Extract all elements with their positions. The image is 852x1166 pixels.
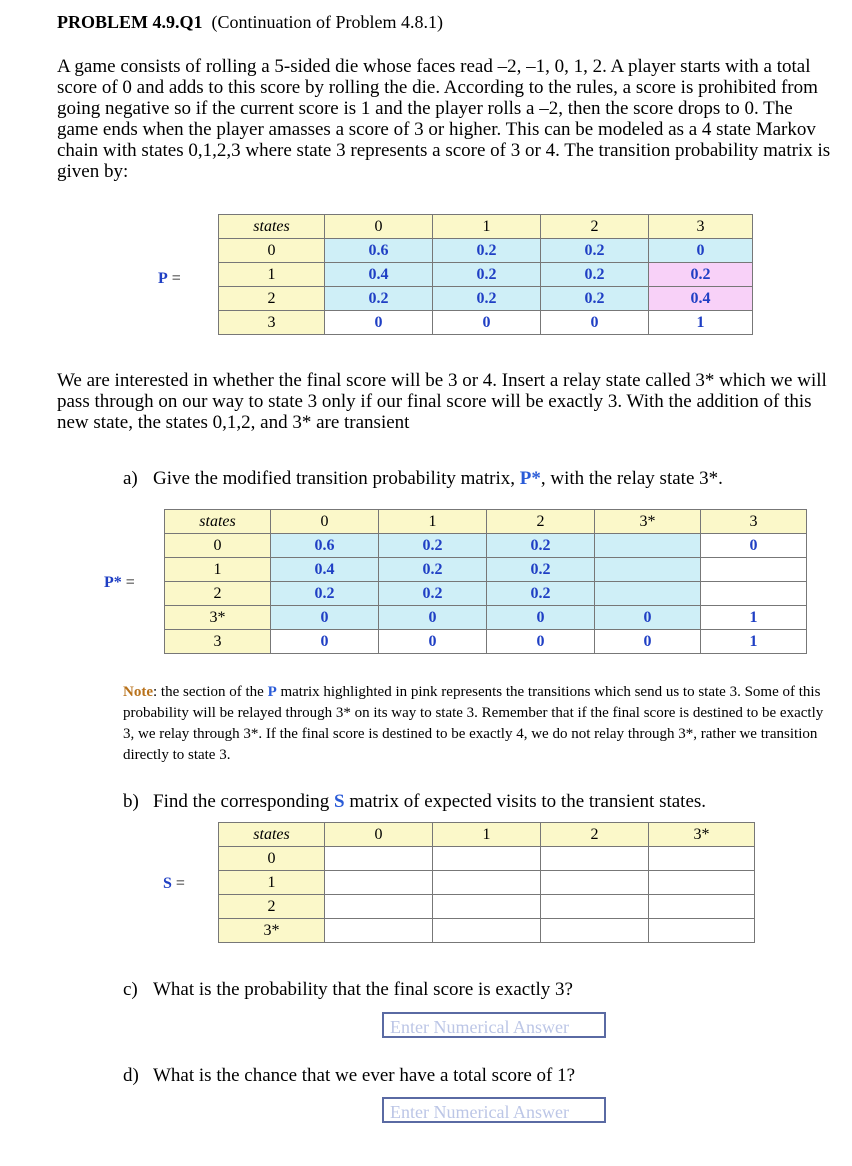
matrix-cell: 0.2 bbox=[487, 534, 595, 558]
matrix-cell-input[interactable] bbox=[649, 919, 755, 943]
header-cell: 3 bbox=[701, 510, 807, 534]
answer-d-input[interactable]: Enter Numerical Answer bbox=[382, 1097, 606, 1123]
matrix-cell: 0.2 bbox=[541, 239, 649, 263]
matrix-cell-input[interactable] bbox=[649, 847, 755, 871]
header-cell: 1 bbox=[433, 823, 541, 847]
header-cell: 1 bbox=[433, 215, 541, 239]
header-cell: 0 bbox=[325, 215, 433, 239]
row-state-cell: 2 bbox=[165, 582, 271, 606]
matrix-cell: 1 bbox=[701, 630, 807, 654]
row-state-cell: 0 bbox=[219, 847, 325, 871]
row-state-cell: 1 bbox=[165, 558, 271, 582]
matrix-cell: 0 bbox=[271, 606, 379, 630]
matrix-cell-input[interactable] bbox=[433, 895, 541, 919]
matrix-pstar-label: P* = bbox=[104, 574, 135, 591]
matrix-cell: 0 bbox=[595, 630, 701, 654]
matrix-pstar-table bbox=[164, 509, 807, 654]
header-cell: states bbox=[219, 823, 325, 847]
matrix-cell: 0.2 bbox=[487, 558, 595, 582]
matrix-cell: 0.6 bbox=[325, 239, 433, 263]
matrix-cell: 0 bbox=[487, 606, 595, 630]
matrix-cell-input[interactable] bbox=[541, 919, 649, 943]
matrix-cell: 0.2 bbox=[379, 558, 487, 582]
header-cell: states bbox=[219, 215, 325, 239]
matrix-cell: 0.2 bbox=[271, 582, 379, 606]
relay-paragraph: We are interested in whether the final score will be 3 or 4. Insert a relay state called 3* which we will pass through on our way to state 3 only if our final score will be exactly 3. With the addition of this new state, the states 0,1,2, and 3* are transient bbox=[57, 370, 827, 433]
row-state-cell: 0 bbox=[219, 239, 325, 263]
matrix-s-label: S = bbox=[163, 875, 185, 892]
matrix-cell: 0 bbox=[325, 311, 433, 335]
row-state-cell: 1 bbox=[219, 263, 325, 287]
matrix-cell: 0 bbox=[595, 606, 701, 630]
matrix-cell-input[interactable] bbox=[595, 582, 701, 606]
header-cell: 1 bbox=[379, 510, 487, 534]
matrix-cell-input[interactable] bbox=[595, 558, 701, 582]
answer-c-input[interactable]: Enter Numerical Answer bbox=[382, 1012, 606, 1038]
matrix-cell-input[interactable] bbox=[433, 919, 541, 943]
row-state-cell: 2 bbox=[219, 895, 325, 919]
matrix-cell: 0.2 bbox=[433, 239, 541, 263]
matrix-cell: 0.2 bbox=[541, 287, 649, 311]
matrix-cell: 0.4 bbox=[271, 558, 379, 582]
matrix-cell: 0.2 bbox=[379, 582, 487, 606]
matrix-cell-input[interactable] bbox=[433, 847, 541, 871]
matrix-s-table bbox=[218, 822, 755, 943]
matrix-cell-input[interactable] bbox=[541, 895, 649, 919]
row-state-cell: 3* bbox=[165, 606, 271, 630]
matrix-cell: 0 bbox=[379, 630, 487, 654]
matrix-cell-highlighted: 0.2 bbox=[649, 263, 753, 287]
matrix-p-table bbox=[218, 214, 753, 335]
question-b: b) Find the corresponding S matrix of expected visits to the transient states. bbox=[123, 791, 707, 812]
question-a: a) Give the modified transition probability matrix, P*, with the relay state 3*. bbox=[123, 468, 723, 489]
matrix-cell-input[interactable] bbox=[541, 847, 649, 871]
header-cell: 0 bbox=[325, 823, 433, 847]
matrix-cell-input[interactable] bbox=[325, 895, 433, 919]
matrix-cell-input[interactable] bbox=[325, 919, 433, 943]
question-d: d) What is the chance that we ever have a total score of 1? bbox=[123, 1065, 576, 1086]
header-cell: 2 bbox=[487, 510, 595, 534]
note-paragraph: Note: the section of the P matrix highlighted in pink represents the transitions which send us to state 3. Some of this probability will be relayed through 3* on its way to state 3. Remember that if the final score is destined to be exactly 3, we relay through 3*. If the final score is destined to be exactly 4, we do not relay through 3*, rather we transition directly to state 3. bbox=[123, 684, 824, 763]
matrix-cell: 0 bbox=[379, 606, 487, 630]
matrix-cell-highlighted: 0.4 bbox=[649, 287, 753, 311]
matrix-cell: 0.2 bbox=[379, 534, 487, 558]
header-cell: 3* bbox=[595, 510, 701, 534]
row-state-cell: 1 bbox=[219, 871, 325, 895]
matrix-cell: 0 bbox=[433, 311, 541, 335]
matrix-cell-input[interactable] bbox=[595, 534, 701, 558]
matrix-cell: 0.4 bbox=[325, 263, 433, 287]
page-title bbox=[57, 12, 443, 33]
matrix-cell: 0 bbox=[487, 630, 595, 654]
matrix-cell-input[interactable] bbox=[325, 847, 433, 871]
problem-id: PROBLEM 4.9.Q1 bbox=[57, 12, 203, 32]
header-cell: 2 bbox=[541, 215, 649, 239]
matrix-cell: 1 bbox=[701, 606, 807, 630]
matrix-p-label: P = bbox=[158, 270, 181, 287]
row-state-cell: 3 bbox=[165, 630, 271, 654]
matrix-cell-input[interactable] bbox=[649, 895, 755, 919]
header-cell: 0 bbox=[271, 510, 379, 534]
matrix-cell-input[interactable] bbox=[433, 871, 541, 895]
matrix-cell: 1 bbox=[649, 311, 753, 335]
row-state-cell: 2 bbox=[219, 287, 325, 311]
matrix-cell-input[interactable] bbox=[649, 871, 755, 895]
matrix-cell: 0 bbox=[701, 534, 807, 558]
row-state-cell: 0 bbox=[165, 534, 271, 558]
matrix-cell: 0.2 bbox=[325, 287, 433, 311]
header-cell: states bbox=[165, 510, 271, 534]
matrix-cell: 0 bbox=[541, 311, 649, 335]
intro-paragraph: A game consists of rolling a 5-sided die whose faces read –2, –1, 0, 1, 2. A player starts with a total score of 0 and adds to this score by rolling the die. According to the rules, a score is prohibited from going negative so if the current score is 1 and the player rolls a –2, then the score drops to 0. The game ends when the player amasses a score of 3 or higher. This can be modeled as a 4 state Markov chain with states 0,1,2,3 where state 3 represents a score of 3 or 4. The transition probability matrix is given by: bbox=[57, 56, 831, 182]
matrix-cell: 0 bbox=[649, 239, 753, 263]
matrix-cell: 0.2 bbox=[487, 582, 595, 606]
matrix-cell-input[interactable] bbox=[325, 871, 433, 895]
row-state-cell: 3 bbox=[219, 311, 325, 335]
header-cell: 2 bbox=[541, 823, 649, 847]
header-cell: 3 bbox=[649, 215, 753, 239]
matrix-cell-input[interactable] bbox=[541, 871, 649, 895]
matrix-cell: 0.2 bbox=[433, 287, 541, 311]
row-state-cell: 3* bbox=[219, 919, 325, 943]
matrix-cell-input[interactable] bbox=[701, 582, 807, 606]
matrix-cell: 0.6 bbox=[271, 534, 379, 558]
problem-subtitle: (Continuation of Problem 4.8.1) bbox=[211, 12, 443, 32]
header-cell: 3* bbox=[649, 823, 755, 847]
question-c: c) What is the probability that the final score is exactly 3? bbox=[123, 979, 573, 1000]
matrix-cell-input[interactable] bbox=[701, 558, 807, 582]
matrix-cell: 0.2 bbox=[541, 263, 649, 287]
matrix-cell: 0 bbox=[271, 630, 379, 654]
matrix-cell: 0.2 bbox=[433, 263, 541, 287]
